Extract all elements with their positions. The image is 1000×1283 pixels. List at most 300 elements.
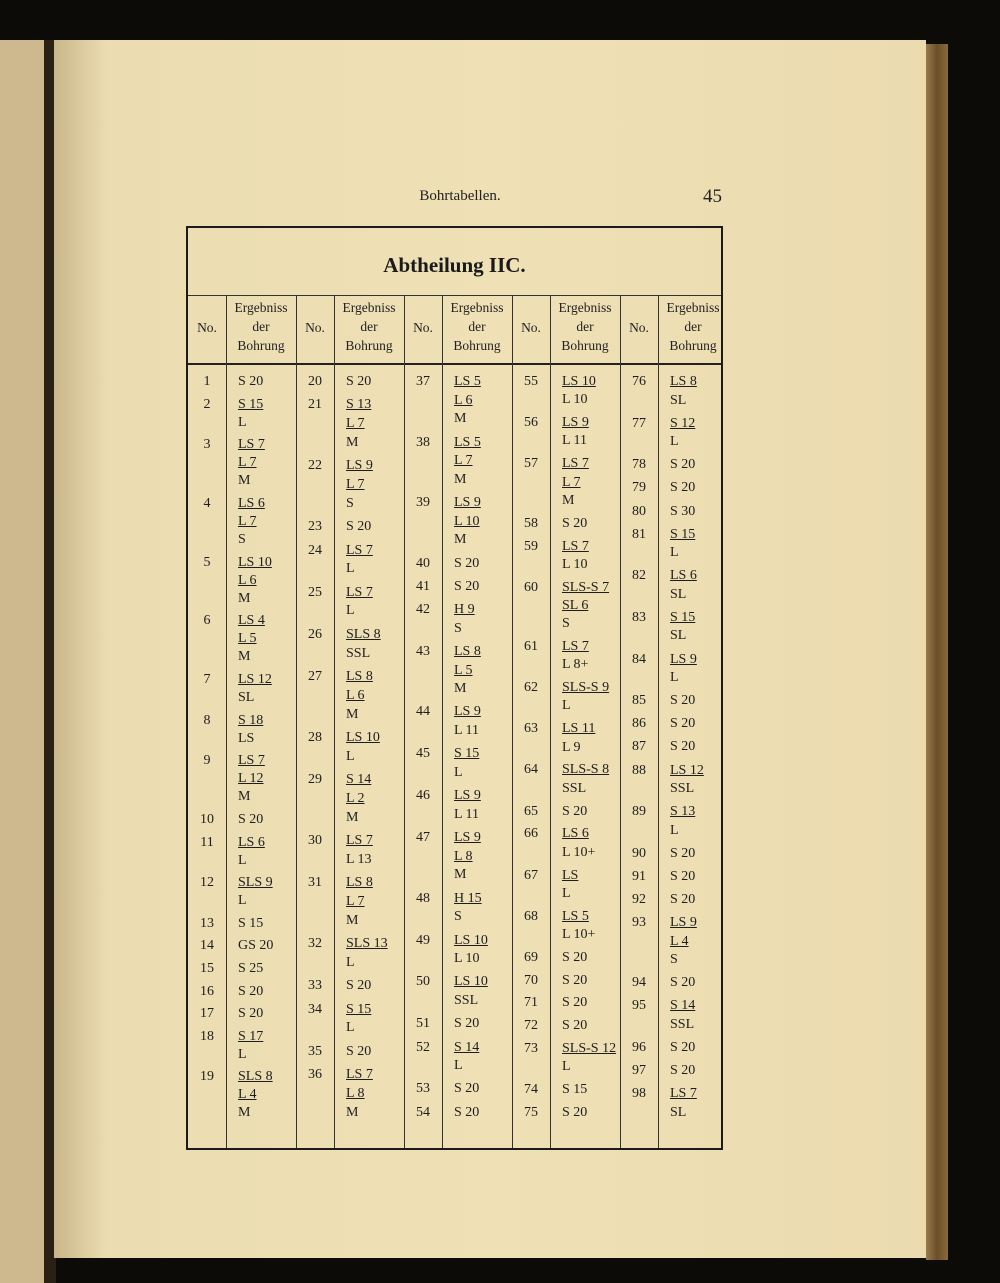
header-result-line: Bohrung (669, 338, 717, 353)
entry-number: 45 (416, 746, 430, 762)
boring-result-line: L (346, 1020, 355, 1036)
column-divider (226, 295, 227, 1148)
boring-result-line: L 10 (454, 513, 480, 529)
boring-result-line: LS 7 (346, 832, 373, 848)
boring-result-line: SSL (454, 993, 479, 1009)
column-divider (658, 295, 659, 1148)
boring-result-line: L 7 (346, 893, 365, 909)
boring-result-line: L 7 (562, 474, 581, 490)
boring-result-line: S 15 (670, 609, 696, 625)
entry-number: 84 (632, 651, 646, 667)
entry-number: 54 (416, 1104, 430, 1120)
entry-number: 74 (524, 1082, 538, 1098)
boring-result-line: LS 7 (346, 1067, 373, 1083)
entry-number: 30 (308, 832, 322, 848)
header-no: No. (305, 320, 325, 335)
boring-result-line: L 7 (454, 453, 473, 469)
header-result-line: Ergebniss (234, 300, 288, 315)
entry-number: 36 (308, 1067, 322, 1083)
boring-result-line: L 5 (454, 662, 473, 678)
boring-result-line: M (562, 492, 575, 508)
entry-number: 83 (632, 609, 646, 625)
boring-result-line: SSL (346, 645, 371, 661)
header-no: No. (413, 320, 433, 335)
entry-number: 92 (632, 892, 646, 908)
header-result-line: Bohrung (237, 338, 285, 353)
entry-number: 42 (416, 602, 430, 618)
header-result-line: der (468, 319, 486, 334)
boring-result-line: L 7 (346, 416, 365, 432)
boring-result-line: S 30 (670, 503, 696, 519)
boring-result-line: L (454, 764, 463, 780)
column-divider (334, 295, 335, 1148)
boring-result-line: L 9 (562, 739, 581, 755)
boring-result-line: L 8 (454, 848, 473, 864)
boring-result-line: SLS 13 (346, 935, 388, 951)
entry-number: 41 (416, 578, 430, 594)
entry-number: 15 (200, 960, 214, 976)
entry-number: 13 (200, 915, 214, 931)
boring-result-line: L 10 (454, 951, 480, 967)
entry-number: 61 (524, 639, 538, 655)
boring-result-line: L 8 (346, 1085, 365, 1101)
boring-result-line: S 20 (562, 515, 588, 531)
header-result-line: Ergebniss (558, 300, 612, 315)
entry-number: 21 (308, 397, 322, 413)
entry-number: 48 (416, 890, 430, 906)
boring-result-line: M (454, 867, 467, 883)
boring-result-line: S 20 (238, 983, 264, 999)
entry-number: 55 (524, 374, 538, 389)
boring-result-line: S (562, 616, 570, 632)
boring-result-line: L 6 (346, 687, 365, 703)
entry-number: 3 (203, 437, 211, 453)
header-result-line: Ergebniss (450, 300, 504, 315)
boring-result-line: S 20 (670, 693, 696, 709)
entry-number: 46 (416, 788, 430, 804)
boring-result-line: LS 12 (238, 671, 272, 687)
boring-result-line: S 20 (346, 519, 372, 535)
entry-number: 66 (524, 826, 538, 842)
boring-result-line: LS 9 (454, 495, 481, 510)
boring-result-line: H 15 (454, 890, 482, 906)
column-divider (442, 295, 443, 1148)
table-title-row (188, 228, 721, 296)
boring-result-line: S 14 (670, 998, 696, 1014)
entry-number: 89 (632, 804, 646, 820)
boring-result-line: LS 9 (346, 458, 373, 474)
entry-number: 72 (524, 1018, 538, 1034)
entry-number: 47 (416, 830, 430, 846)
boring-result-line: SSL (670, 1016, 695, 1032)
boring-result-line: S 20 (670, 892, 696, 908)
entry-number: 63 (524, 721, 538, 737)
entry-number: 37 (416, 374, 430, 389)
book-spine-left (0, 40, 50, 1283)
boring-result-line: S 15 (238, 396, 264, 412)
entry-number: 80 (632, 503, 646, 519)
boring-result-line: L (670, 822, 679, 838)
entry-number: 5 (203, 554, 211, 570)
boring-result-line: SL (670, 392, 687, 408)
boring-result-line: LS 9 (454, 830, 481, 846)
entry-number: 19 (200, 1069, 214, 1085)
boring-result-line: L (238, 1046, 247, 1062)
entry-number: 39 (416, 495, 430, 510)
boring-result-line: M (346, 434, 359, 450)
boring-result-line: SLS-S 7 (562, 579, 610, 595)
boring-result-line: SLS-S 9 (562, 680, 610, 696)
boring-result-line: L 5 (238, 631, 257, 647)
header-no: No. (629, 320, 649, 335)
boring-result-line: L 10+ (562, 926, 596, 942)
boring-result-line: LS 7 (238, 437, 265, 453)
boring-result-line: S 20 (346, 978, 372, 994)
entry-number: 98 (632, 1086, 646, 1102)
boring-result-line: LS 6 (238, 495, 265, 511)
boring-result-line: S (454, 909, 462, 925)
boring-result-line: M (346, 912, 359, 928)
boring-result-line: M (238, 473, 251, 489)
header-result-line: der (252, 319, 270, 334)
boring-result-line: SLS 8 (346, 626, 381, 642)
boring-result-line: M (454, 471, 467, 487)
boring-result-line: S 20 (562, 1018, 588, 1034)
boring-result-line: S 14 (454, 1039, 480, 1055)
boring-result-line: L 4 (670, 933, 689, 949)
table-title: Abtheilung IIC. (383, 253, 526, 277)
header-result-line: der (576, 319, 594, 334)
boring-result-line: LS 5 (454, 374, 481, 389)
boring-result-line: LS 5 (562, 908, 589, 924)
entry-number: 23 (308, 519, 322, 535)
entry-number: 86 (632, 716, 646, 732)
entry-number: 78 (632, 457, 646, 473)
header-result (334, 298, 404, 355)
entry-number: 44 (416, 704, 430, 720)
entry-number: 33 (308, 978, 322, 994)
entry-number: 97 (632, 1063, 646, 1079)
entry-number: 76 (632, 374, 646, 389)
boring-result-line: SL (670, 586, 687, 602)
boring-result-line: LS 9 (454, 788, 481, 804)
boring-result-line: LS 8 (454, 643, 481, 659)
boring-result-line: S 20 (562, 949, 588, 965)
entry-number: 96 (632, 1040, 646, 1056)
boring-result-line: S 13 (346, 397, 372, 413)
header-result-line: Bohrung (345, 338, 393, 353)
boring-result-line: S 18 (238, 712, 264, 728)
boring-result-line: L (238, 893, 247, 909)
entry-number: 95 (632, 998, 646, 1014)
boring-result-line: LS 7 (562, 456, 589, 472)
column-divider (550, 295, 551, 1148)
boring-result-line: S 20 (670, 975, 696, 991)
boring-result-line: S 20 (454, 555, 480, 571)
boring-result-line: S 20 (670, 457, 696, 473)
boring-result-line: S 20 (670, 868, 696, 884)
boring-result-line: M (238, 1105, 251, 1121)
entry-number: 12 (200, 875, 214, 891)
boring-result-line: L (346, 954, 355, 970)
boring-result-line: SLS 8 (238, 1069, 273, 1085)
entry-number: 65 (524, 803, 538, 819)
boring-result-line: L 6 (454, 392, 473, 408)
boring-result-line: M (346, 809, 359, 825)
entry-number: 60 (524, 579, 538, 595)
boring-result-line: LS 10 (454, 932, 488, 948)
entry-number: 58 (524, 515, 538, 531)
boring-result-line: LS 10 (346, 729, 380, 745)
boring-result-line: L (346, 561, 355, 577)
boring-result-line: LS 6 (670, 568, 697, 584)
boring-result-line: L 13 (346, 851, 372, 867)
header-result-line: der (684, 319, 702, 334)
entry-number: 7 (203, 671, 211, 687)
entry-number: 77 (632, 415, 646, 431)
boring-result-line: L (238, 414, 247, 430)
page-edge-right (926, 44, 948, 1260)
header-result (658, 298, 728, 355)
boring-result-line: L (562, 1059, 571, 1075)
boring-result-line: S 20 (670, 739, 696, 755)
boring-result-line: S (454, 620, 462, 636)
header-result-line: Bohrung (453, 338, 501, 353)
entry-number: 49 (416, 932, 430, 948)
entry-number: 38 (416, 434, 430, 450)
entry-number: 75 (524, 1105, 538, 1121)
boring-result-line: LS 9 (670, 915, 697, 931)
boring-result-line: S 20 (238, 374, 264, 389)
entry-number: 17 (200, 1006, 214, 1022)
boring-result-line: LS 10 (562, 374, 596, 389)
entry-number: 4 (203, 495, 211, 511)
boring-result-line: S 13 (670, 804, 696, 820)
boring-result-line: S 20 (670, 1040, 696, 1056)
entry-number: 87 (632, 739, 646, 755)
header-no: No. (521, 320, 541, 335)
boring-result-line: SL (238, 690, 255, 706)
header-result-line: Ergebniss (666, 300, 720, 315)
boring-result-line: S 15 (670, 526, 696, 542)
boring-table (186, 226, 723, 1150)
entry-number: 8 (203, 712, 211, 728)
boring-result-line: LS 8 (346, 669, 373, 685)
boring-result-line: M (238, 789, 251, 805)
entry-number: 22 (308, 458, 322, 474)
boring-result-line: L 6 (238, 572, 257, 588)
boring-result-line: LS 8 (346, 875, 373, 891)
entry-number: 69 (524, 949, 538, 965)
boring-result-line: LS 9 (454, 704, 481, 720)
boring-result-line: S 14 (346, 772, 372, 788)
boring-result-line: LS 7 (346, 584, 373, 600)
boring-result-line: M (238, 649, 251, 665)
entry-number: 85 (632, 693, 646, 709)
boring-result-line: LS 9 (562, 415, 589, 431)
boring-result-line: S 20 (454, 578, 480, 594)
boring-result-line: LS 6 (562, 826, 589, 842)
boring-result-line: LS 10 (454, 974, 488, 990)
boring-result-line: SL (670, 628, 687, 644)
entry-number: 51 (416, 1016, 430, 1032)
entry-number: 94 (632, 975, 646, 991)
entry-number: 64 (524, 762, 538, 778)
entry-number: 82 (632, 568, 646, 584)
boring-result-line: L 11 (454, 723, 480, 739)
boring-result-line: S 20 (454, 1016, 480, 1032)
boring-result-line: S 20 (238, 1006, 264, 1022)
entry-number: 26 (308, 626, 322, 642)
header-result (550, 298, 620, 355)
boring-result-line: LS 4 (238, 613, 265, 629)
boring-result-line: M (454, 411, 467, 427)
boring-result-line: LS 6 (238, 834, 265, 850)
boring-result-line: LS 8 (670, 374, 697, 389)
boring-result-line: L (454, 1058, 463, 1074)
entry-number: 43 (416, 643, 430, 659)
boring-result-line: S 17 (238, 1028, 264, 1044)
boring-result-line: L 8+ (562, 657, 589, 673)
entry-number: 31 (308, 875, 322, 891)
entry-number: 53 (416, 1081, 430, 1097)
entry-number: 6 (203, 613, 211, 629)
boring-result-line: L 7 (238, 455, 257, 471)
boring-result-line: L 7 (346, 477, 365, 493)
entry-number: 29 (308, 772, 322, 788)
boring-result-line: L 11 (454, 806, 480, 822)
boring-result-line: S 12 (670, 415, 696, 431)
boring-result-line: SSL (670, 781, 695, 797)
boring-result-line: LS 9 (670, 651, 697, 667)
boring-result-line: M (346, 1104, 359, 1120)
entry-number: 88 (632, 762, 646, 778)
boring-result-line: L 7 (238, 513, 257, 529)
entry-number: 1 (203, 374, 211, 389)
boring-result-line: S 20 (346, 1043, 372, 1059)
page-number: 45 (703, 186, 722, 207)
boring-result-line: L (670, 545, 679, 561)
entry-number: 27 (308, 669, 322, 685)
entry-number: 28 (308, 729, 322, 745)
boring-result-line: L 10 (562, 556, 588, 572)
boring-result-line: L 2 (346, 790, 365, 806)
boring-result-line: L 4 (238, 1087, 257, 1103)
boring-result-line: S 15 (454, 746, 480, 762)
entry-number: 93 (632, 915, 646, 931)
boring-result-line: L (670, 434, 679, 450)
boring-result-line: M (238, 590, 251, 606)
boring-result-line: S 20 (670, 480, 696, 496)
entry-number: 40 (416, 555, 430, 571)
boring-result-line: L (670, 670, 679, 686)
entry-number: 24 (308, 542, 322, 558)
boring-result-line: SLS-S 12 (562, 1041, 617, 1057)
boring-result-line: H 9 (454, 602, 475, 618)
boring-result-line: L 11 (562, 433, 588, 449)
boring-result-line: LS 10 (238, 554, 272, 570)
boring-result-line: S 15 (238, 915, 264, 931)
boring-result-line: S 20 (454, 1081, 480, 1097)
boring-result-line: S 20 (238, 811, 264, 827)
entry-number: 16 (200, 983, 214, 999)
entry-number: 79 (632, 480, 646, 496)
boring-result-line: L 10 (562, 392, 588, 408)
boring-result-line: LS 7 (670, 1086, 697, 1102)
boring-result-line: S 20 (562, 803, 588, 819)
boring-result-line: S 15 (562, 1082, 588, 1098)
boring-result-line: S 20 (562, 995, 588, 1011)
entry-number: 35 (308, 1043, 322, 1059)
entry-number: 9 (203, 753, 211, 769)
boring-result-line: S (238, 532, 246, 548)
entry-number: 32 (308, 935, 322, 951)
entry-number: 11 (200, 834, 214, 850)
boring-result-line: S 20 (670, 716, 696, 732)
header-result-line: Ergebniss (342, 300, 396, 315)
boring-result-line: L 10+ (562, 844, 596, 860)
boring-result-line: L (346, 603, 355, 619)
boring-result-line: S 20 (562, 972, 588, 988)
entry-number: 2 (203, 396, 211, 412)
boring-result-line: LS 7 (562, 538, 589, 554)
header-no: No. (197, 320, 217, 335)
entry-number: 34 (308, 1001, 322, 1017)
boring-result-line: SL (670, 1104, 687, 1120)
boring-result-line: M (346, 706, 359, 722)
boring-result-line: S 15 (346, 1001, 372, 1017)
entry-number: 67 (524, 867, 538, 883)
entry-number: 62 (524, 680, 538, 696)
entry-number: 91 (632, 868, 646, 884)
entry-number: 18 (200, 1028, 214, 1044)
boring-result-line: LS 7 (238, 753, 265, 769)
header-result (442, 298, 512, 355)
boring-result-line: S 20 (670, 845, 696, 861)
entry-number: 56 (524, 415, 538, 431)
header-result-line: Bohrung (561, 338, 609, 353)
entry-number: 20 (308, 374, 322, 389)
entry-number: 71 (524, 995, 538, 1011)
header-result-line: der (360, 319, 378, 334)
boring-result-line: S 25 (238, 960, 264, 976)
boring-result-line: GS 20 (238, 938, 274, 954)
header-result (226, 298, 296, 355)
entry-number: 68 (524, 908, 538, 924)
boring-result-line: LS (562, 867, 579, 883)
entry-number: 52 (416, 1039, 430, 1055)
entry-number: 14 (200, 938, 214, 954)
column-divider (296, 295, 297, 1148)
boring-result-line: S 20 (670, 1063, 696, 1079)
boring-result-line: S (670, 952, 678, 968)
boring-result-line: LS 12 (670, 762, 704, 778)
boring-result-line: SL 6 (562, 597, 589, 613)
boring-result-line: LS 11 (562, 721, 596, 737)
boring-result-line: L (346, 748, 355, 764)
boring-result-line: LS 7 (346, 542, 373, 558)
boring-result-line: M (454, 532, 467, 548)
entry-number: 70 (524, 972, 538, 988)
boring-result-line: S 20 (346, 374, 372, 389)
boring-result-line: LS (238, 730, 255, 746)
entry-number: 25 (308, 584, 322, 600)
entry-number: 81 (632, 526, 646, 542)
entry-number: 59 (524, 538, 538, 554)
boring-result-line: L (562, 885, 571, 901)
running-title: Bohrtabellen. (419, 188, 501, 204)
boring-result-line: SLS-S 8 (562, 762, 610, 778)
